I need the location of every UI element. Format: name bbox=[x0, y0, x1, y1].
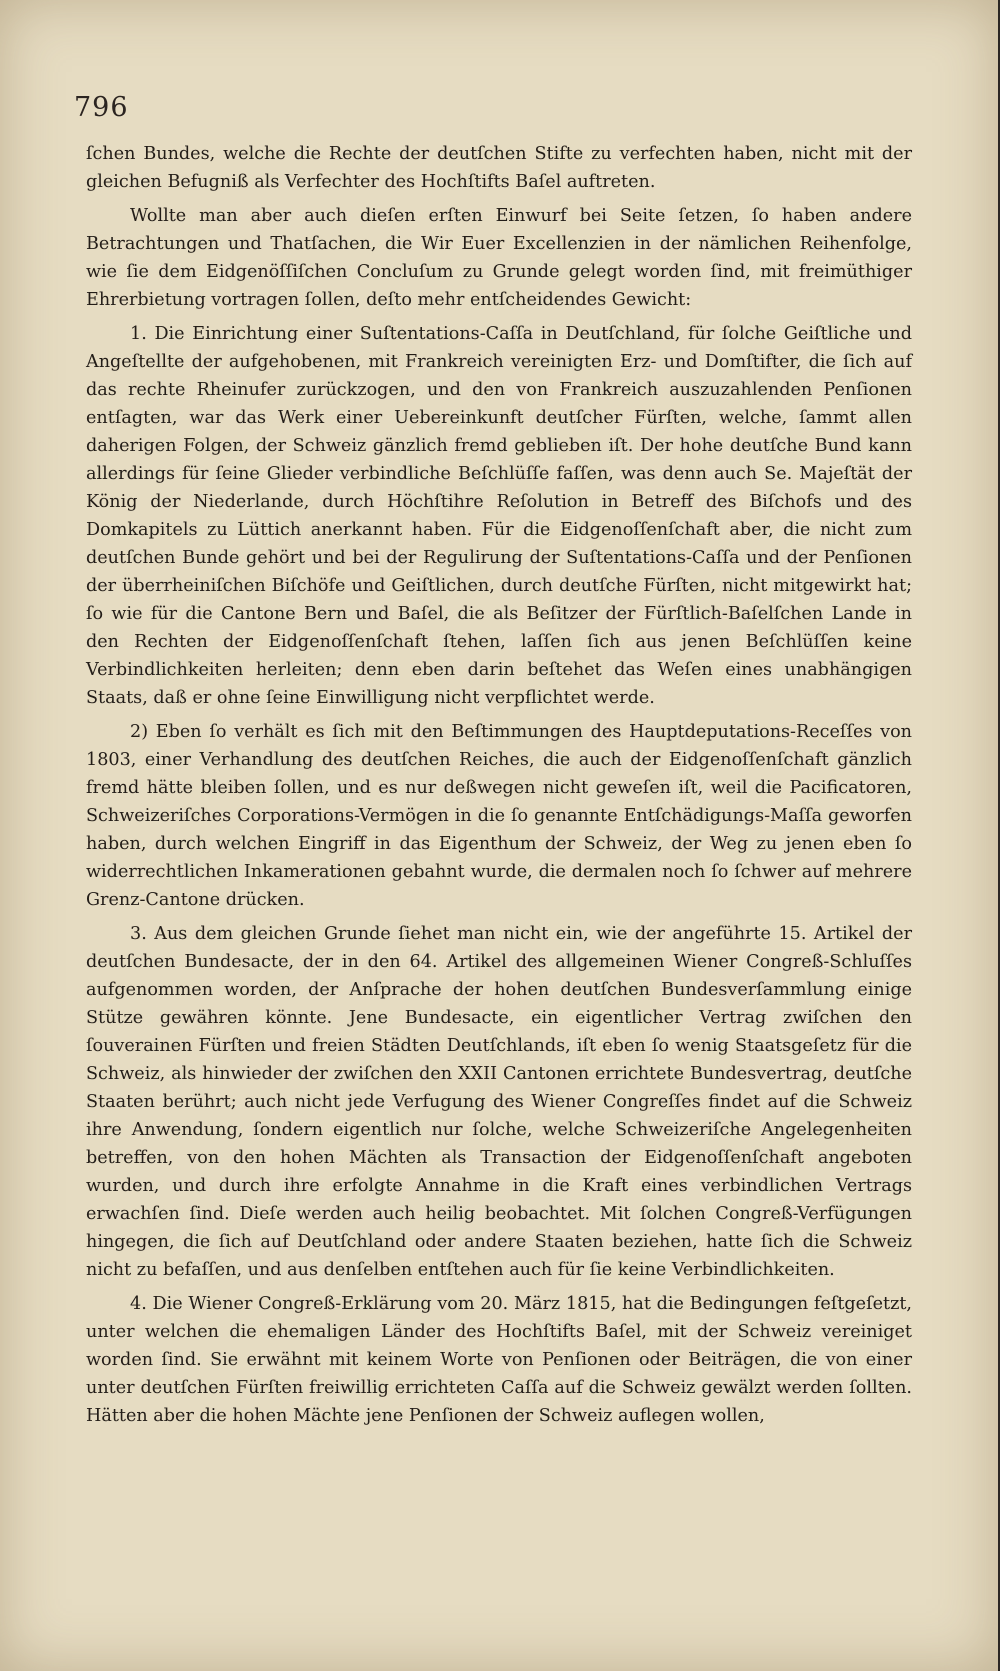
paragraph-point-3: 3. Aus dem gleichen Grunde ſiehet man nicht ein, wie der angeführte 15. Artikel der deutſchen Bundesacte, der in den 64. Artikel des allgemeinen Wiener Congreß-Schluſſes aufgenommen worden, der Anſprache der hohen deutſchen Bundesverſammlung einige Stütze gewähren könnte. Jene Bundesacte, ein eigentlicher Vertrag zwiſchen den ſouverainen Fürſten und freien Städten Deutſchlands, iſt eben ſo wenig Staatsgeſetz für die Schweiz, als hinwieder der zwiſchen den XXII Cantonen errichtete Bundesvertrag, deutſche Staaten berührt; auch nicht jede Verfugung des Wiener Congreſſes findet auf die Schweiz ihre Anwendung, ſondern eigentlich nur ſolche, welche Schweizeriſche Angelegenheiten betreffen, von den hohen Mächten als Transaction der Eidgenoſſenſchaft angeboten wurden, und durch ihre erfolgte Annahme in die Kraft eines verbindlichen Vertrags erwachſen ſind. Dieſe werden auch heilig beobachtet. Mit ſolchen Congreß-Verfügungen hingegen, die ſich auf Deutſchland oder andere Staaten beziehen, hatte ſich die Schweiz nicht zu befaſſen, und aus denſelben entſtehen auch für ſie keine Verbindlichkeiten. bbox=[86, 924, 912, 1280]
paragraph-point-4: 4. Die Wiener Congreß-Erklärung vom 20. März 1815, hat die Bedingungen feſtgeſetzt, unter welchen die ehemaligen Länder des Hochſtifts Baſel, mit der Schweiz vereiniget worden ſind. Sie erwähnt mit keinem Worte von Penſionen oder Beiträgen, die von einer unter deutſchen Fürſten freiwillig errichteten Caſſa auf die Schweiz gewälzt werden ſollten. Hätten aber die hohen Mächte jene Penſionen der Schweiz auflegen wollen, bbox=[86, 1294, 912, 1426]
body-text bbox=[86, 140, 912, 1436]
paragraph-continuation: ſchen Bundes, welche die Rechte der deutſchen Stifte zu verfechten haben, nicht mit der gleichen Befugniß als Verfechter des Hochſtifts Baſel auftreten. bbox=[86, 144, 912, 192]
paragraph-point-1: 1. Die Einrichtung einer Suſtentations-Caſſa in Deutſchland, für ſolche Geiſtliche und Angeſtellte der aufgehobenen, mit Frankreich vereinigten Erz- und Domſtifter, die ſich auf das rechte Rheinufer zurückzogen, und den von Frankreich auszuzahlenden Penſionen entſagten, war das Werk einer Uebereinkunft deutſcher Fürſten, welche, ſammt allen daherigen Folgen, der Schweiz gänzlich fremd geblieben iſt. Der hohe deutſche Bund kann allerdings für ſeine Glieder verbindliche Beſchlüſſe faſſen, was denn auch Se. Majeſtät der König der Niederlande, durch Höchſtihre Reſolution in Betreff des Biſchofs und des Domkapitels zu Lüttich anerkannt haben. Für die Eidgenoſſenſchaft aber, die nicht zum deutſchen Bunde gehört und bei der Regulirung der Suſtentations-Caſſa und der Penſionen der überrheiniſchen Biſchöfe und Geiſtlichen, durch deutſche Fürſten, nicht mitgewirkt hat; ſo wie für die Cantone Bern und Baſel, die als Beſitzer der Fürſtlich-Baſelſchen Lande in den Rechten der Eidgenoſſenſchaft ſtehen, laſſen ſich aus jenen Beſchlüſſen keine Verbindlichkeiten herleiten; denn eben darin beſtehet das Weſen eines unabhängigen Staats, daß er ohne ſeine Einwilligung nicht verpflichtet werde. bbox=[86, 324, 912, 708]
paragraph-objection: Wollte man aber auch dieſen erſten Einwurf bei Seite ſetzen, ſo haben andere Betrachtungen und Thatſachen, die Wir Euer Excellenzien in der nämlichen Reihenfolge, wie ſie dem Eidgenöſſiſchen Concluſum zu Grunde gelegt worden ſind, mit freimüthiger Ehrerbietung vortragen ſollen, deſto mehr entſcheidendes Gewicht: bbox=[86, 206, 912, 310]
page-number: 796 bbox=[74, 92, 129, 123]
paragraph-point-2: 2) Eben ſo verhält es ſich mit den Beſtimmungen des Hauptdeputations-Receſſes von 1803, einer Verhandlung des deutſchen Reiches, die auch der Eidgenoſſenſchaft gänzlich fremd hätte bleiben ſollen, und es nur deßwegen nicht geweſen iſt, weil die Pacificatoren, Schweizeriſches Corporations-Vermögen in die ſo genannte Entſchädigungs-Maſſa geworfen haben, durch welchen Eingriff in das Eigenthum der Schweiz, der Weg zu jenen eben ſo widerrechtlichen Inkamerationen gebahnt wurde, die dermalen noch ſo ſchwer auf mehrere Grenz-Cantone drücken. bbox=[86, 722, 912, 910]
